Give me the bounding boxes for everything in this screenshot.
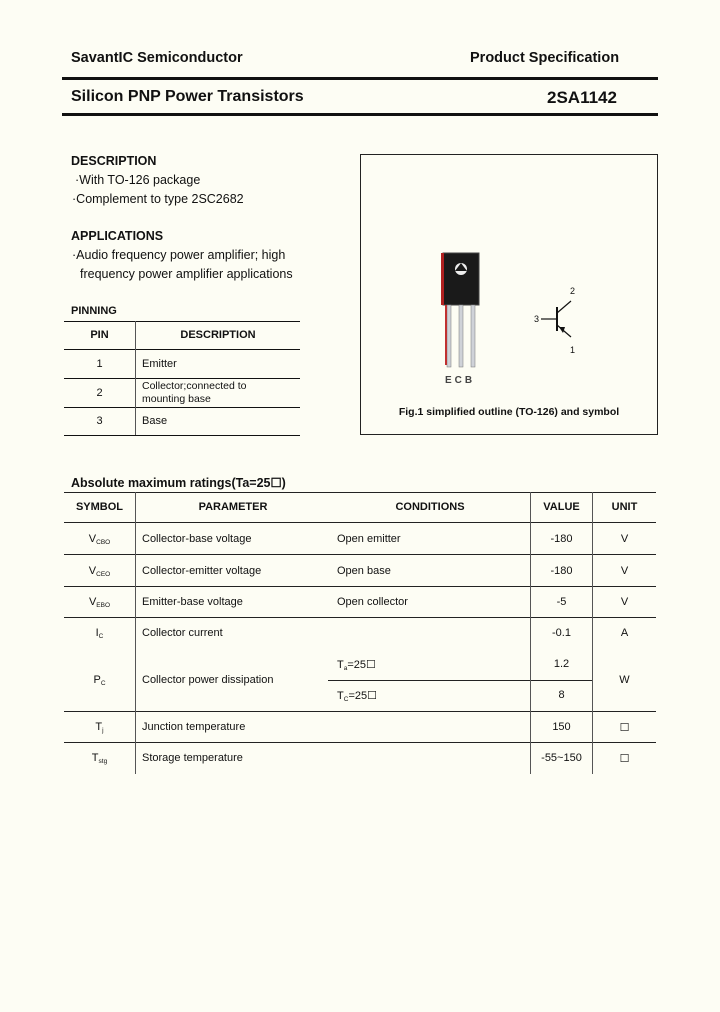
unit-cell: V — [620, 565, 629, 577]
symbol-cell: $P_C$ — [93, 674, 106, 687]
parameter-cell: Collector-base voltage — [142, 533, 252, 545]
value-cell: -55~150 — [541, 752, 582, 764]
symbol-cell: $V_{EBO}$ — [88, 596, 111, 609]
parameter-cell: Collector current — [142, 627, 223, 639]
desc-col-header: DESCRIPTION — [180, 329, 256, 341]
value-cell: -180 — [550, 533, 573, 545]
header-rule-top — [62, 77, 658, 80]
conditions-cell: $T_a=25☐$ — [337, 659, 376, 672]
conditions-cell: Open emitter — [337, 533, 401, 545]
ratings-table — [64, 492, 656, 774]
description-item: ·Complement to type 2SC2682 — [72, 192, 244, 206]
pin-number: 1 — [96, 358, 103, 370]
pin-description: Emitter — [142, 358, 177, 370]
applications-line: ·Audio frequency power amplifier; high — [72, 248, 286, 262]
description-heading: DESCRIPTION — [71, 154, 157, 168]
pin-number: 3 — [96, 415, 103, 427]
col-header-parameter: PARAMETER — [198, 501, 268, 513]
parameter-cell: Collector power dissipation — [142, 674, 274, 686]
to126-package-image — [437, 249, 487, 389]
package-pin-label: ECB — [445, 375, 476, 386]
symbol-pin-emitter: 1 — [570, 345, 576, 355]
pinning-heading: PINNING — [71, 305, 117, 317]
parameter-cell: Junction temperature — [142, 721, 246, 733]
col-header-symbol: SYMBOL — [75, 501, 124, 513]
applications-heading: APPLICATIONS — [71, 229, 164, 243]
pin-number: 2 — [96, 387, 103, 399]
symbol-pin-collector: 2 — [570, 286, 576, 296]
header-rule-bottom — [62, 113, 658, 116]
value-cell: -180 — [550, 565, 573, 577]
unit-cell: ☐ — [619, 722, 630, 734]
unit-cell: ☐ — [619, 753, 630, 765]
col-header-value: VALUE — [543, 501, 580, 513]
symbol-cell: $V_{CBO}$ — [88, 533, 111, 546]
ratings-heading: Absolute maximum ratings(Ta=25☐) — [71, 476, 286, 490]
doc-type: Product Specification — [470, 50, 620, 66]
symbol-pin-base: 3 — [534, 314, 540, 324]
unit-cell: V — [620, 596, 629, 608]
figure-caption: Fig.1 simplified outline (TO-126) and symbol — [398, 406, 620, 418]
company-name: SavantIC Semiconductor — [71, 50, 243, 66]
conditions-cell: Open base — [337, 565, 391, 577]
parameter-cell: Storage temperature — [142, 752, 243, 764]
parameter-cell: Collector-emitter voltage — [142, 565, 262, 577]
symbol-cell: $V_{CEO}$ — [88, 565, 111, 578]
pnp-transistor-symbol-icon — [541, 293, 591, 343]
description-item: ·With TO-126 package — [75, 173, 201, 187]
conditions-cell: $T_C=25☐$ — [337, 690, 377, 703]
value-cell: 150 — [552, 721, 571, 733]
parameter-cell: Emitter-base voltage — [142, 596, 243, 608]
unit-cell: A — [620, 627, 629, 639]
symbol-cell: $T_{stg}$ — [91, 752, 108, 765]
unit-cell: W — [619, 674, 630, 686]
value-cell: 8 — [558, 689, 565, 701]
conditions-cell: Open collector — [337, 596, 408, 608]
col-header-unit: UNIT — [611, 501, 638, 513]
symbol-cell: $I_C$ — [95, 627, 104, 640]
value-cell: -0.1 — [552, 627, 571, 639]
pin-description: Collector;connected to — [142, 380, 247, 392]
value-cell: -5 — [556, 596, 567, 608]
pin-col-header: PIN — [90, 329, 109, 341]
pin-description-cont: mounting base — [142, 393, 211, 405]
unit-cell: V — [620, 533, 629, 545]
value-cell: 1.2 — [553, 658, 570, 670]
applications-line: frequency power amplifier applications — [80, 267, 293, 281]
pin-description: Base — [142, 415, 168, 427]
figure-box — [360, 154, 658, 435]
col-header-conditions: CONDITIONS — [395, 501, 465, 513]
doc-title: Silicon PNP Power Transistors — [71, 88, 304, 105]
part-number: 2SA1142 — [547, 88, 617, 107]
symbol-cell: $T_j$ — [95, 721, 104, 734]
